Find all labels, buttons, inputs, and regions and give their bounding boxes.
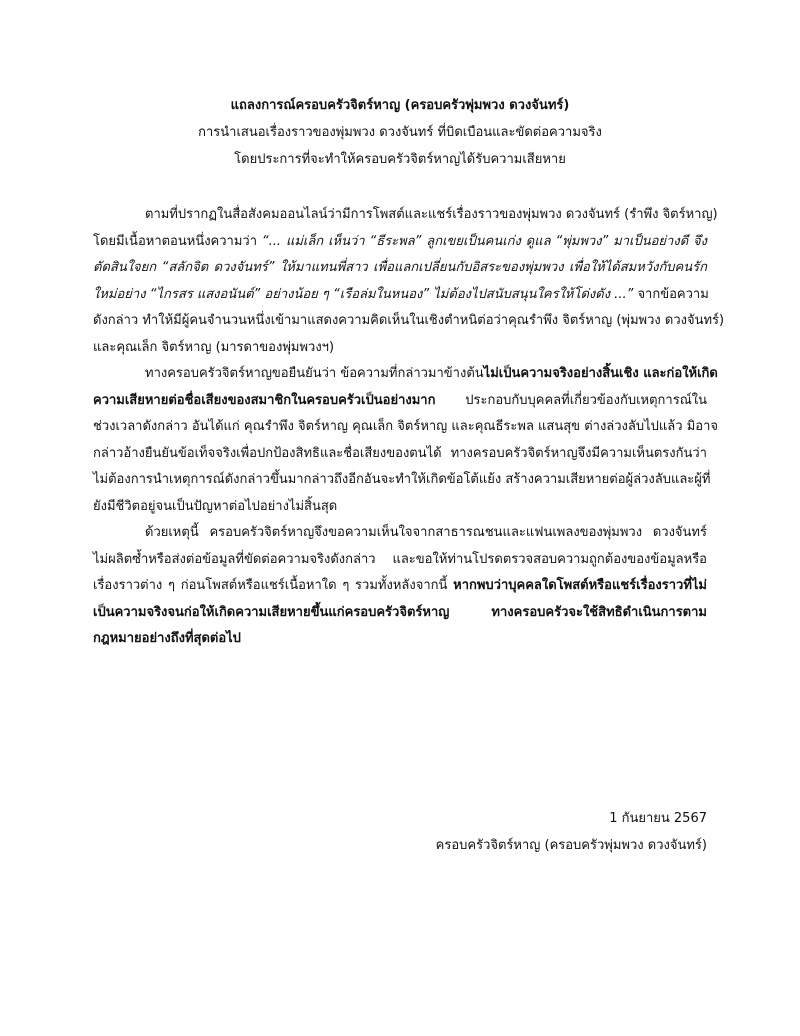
emphasis-text: ไม่เป็นความจริงอย่างสิ้นเชิง และก่อให้เกิด — [483, 366, 718, 381]
paragraph-1-line: และคุณเล็ก จิตร์หาญ (มารดาของพุ่มพวงฯ) — [93, 339, 335, 355]
paragraph-1-line: ดังกล่าว ทำให้มีผู้คนจำนวนหนึ่งเข้ามาแสดงความคิดเห็นในเชิงตำหนิต่อว่าคุณรำพึง จิตร์หาญ (พุ่มพวง ดวงจันทร์) — [93, 313, 725, 328]
paragraph-2 — [93, 361, 718, 520]
statement-signatory: ครอบครัวจิตร์หาญ (ครอบครัวพุ่มพวง ดวงจันทร์) — [435, 838, 707, 853]
emphasis-text: หากพบว่าบุคคลใดโพสต์หรือแชร์เรื่องราวที่ไม่ — [453, 578, 707, 593]
paragraph-2-line: ยังมีชีวิตอยู่จนเป็นปัญหาต่อไปอย่างไม่สิ้นสุด — [93, 498, 338, 514]
statement-date: 1 กันยายน 2567 — [609, 811, 707, 826]
emphasis-text: เป็นความจริงจนก่อให้เกิดความเสียหายขึ้นแก่ครอบครัวจิตร์หาญ ทางครอบครัวจะใช้สิทธิดำเนินการตาม — [93, 604, 707, 620]
statement-subtitle-2: โดยประการที่จะทำให้ครอบครัวจิตร์หาญได้รับความเสียหาย — [234, 152, 566, 167]
paragraph-1-line — [93, 255, 707, 282]
emphasis-text: ความเสียหายต่อชื่อเสียงของสมาชิกในครอบครัวเป็นอย่างมาก — [93, 392, 436, 408]
paragraph-3-line: ไม่ผลิตซ้ำหรือส่งต่อข้อมูลที่ขัดต่อความจริงดังกล่าว และขอให้ท่านโปรดตรวจสอบความถูกต้องของข้อมูลหรือ — [93, 551, 707, 567]
text-run: ประกอบกับบุคคลที่เกี่ยวข้องกับเหตุการณ์ใน — [435, 392, 707, 408]
paragraph-2-line: ไม่ต้องการนำเหตุการณ์ดังกล่าวขึ้นมากล่าวถึงอีกอันจะทำให้เกิดข้อโต้แย้ง สร้างความเสียหายต่อผู้ล่วงลับและผู้ที่ — [93, 472, 711, 487]
paragraph-1-line — [93, 282, 707, 309]
paragraph-3-line — [93, 626, 707, 653]
paragraph-3-line — [93, 600, 707, 627]
paragraph-1-line — [93, 229, 707, 256]
statement-subtitle-1: การนำเสนอเรื่องราวของพุ่มพวง ดวงจันทร์ ที่บิดเบือนและขัดต่อความจริง — [198, 125, 602, 140]
quoted-text: ใหม่อย่าง “ไกรสร แสงอนันต์” อย่างน้อย ๆ “เรือล่มในหนอง” ไม่ต้องไปสนับสนุนใครให้โด่งดัง ...” — [93, 286, 634, 302]
paragraph-2-line — [93, 361, 718, 388]
quoted-text: ตัดสินใจยก “สลักจิต ดวงจันทร์” ให้มาแทนพี่สาว เพื่อแลกเปลี่ยนกับอิสระของพุ่มพวง เพื่อให้ได้สมหวังกับคนรัก — [93, 260, 707, 275]
quoted-text: “... แม่เล็ก เห็นว่า “ธีระพล” ลูกเขยเป็นคนเก่ง ดูแล “พุ่มพวง” มาเป็นอย่างดี จึง — [261, 233, 707, 249]
statement-header — [90, 92, 710, 173]
emphasis-text: กฎหมายอย่างถึงที่สุดต่อไป — [93, 631, 241, 646]
paragraph-3-line: ด้วยเหตุนี้ ครอบครัวจิตร์หาญจึงขอความเห็นใจจากสาธารณชนและแฟนเพลงของพุ่มพวง ดวงจันทร์ — [145, 525, 707, 540]
paragraph-2-line: ช่วงเวลาดังกล่าว อันได้แก่ คุณรำพึง จิตร์หาญ คุณเล็ก จิตร์หาญ และคุณธีระพล แสนสุข ต่างล่วงลับไปแล้ว มิอาจ — [93, 419, 718, 434]
text-run: เรื่องราวต่าง ๆ ก่อนโพสต์หรือแชร์เนื้อหาใด ๆ รวมทั้งหลังจากนี้ — [93, 578, 454, 593]
statement-title: แถลงการณ์ครอบครัวจิตร์หาญ (ครอบครัวพุ่มพวง ดวงจันทร์) — [230, 98, 570, 113]
paragraph-2-line — [93, 388, 707, 415]
paragraph-1-line: ตามที่ปรากฏในสื่อสังคมออนไลน์ว่ามีการโพสต์และแชร์เรื่องราวของพุ่มพวง ดวงจันทร์ (รำพึง จิตร์หาญ) — [145, 207, 718, 222]
paragraph-3-line — [93, 573, 707, 600]
text-run: ทางครอบครัวจิตร์หาญขอยืนยันว่า ข้อความที่กล่าวมาข้างต้น — [145, 366, 484, 381]
statement-body — [93, 202, 725, 653]
text-run: โดยมีเนื้อหาตอนหนึ่งความว่า — [93, 233, 262, 249]
paragraph-1 — [93, 202, 725, 361]
text-run: จากข้อความ — [633, 286, 709, 302]
paragraph-3 — [93, 520, 707, 653]
paragraph-2-line: กล่าวอ้างยืนยันข้อเท็จจริงเพื่อปกป้องสิทธิและชื่อเสียงของตนได้ ทางครอบครัวจิตร์หาญจึงมีความเห็นตรงกันว่า — [93, 445, 707, 461]
